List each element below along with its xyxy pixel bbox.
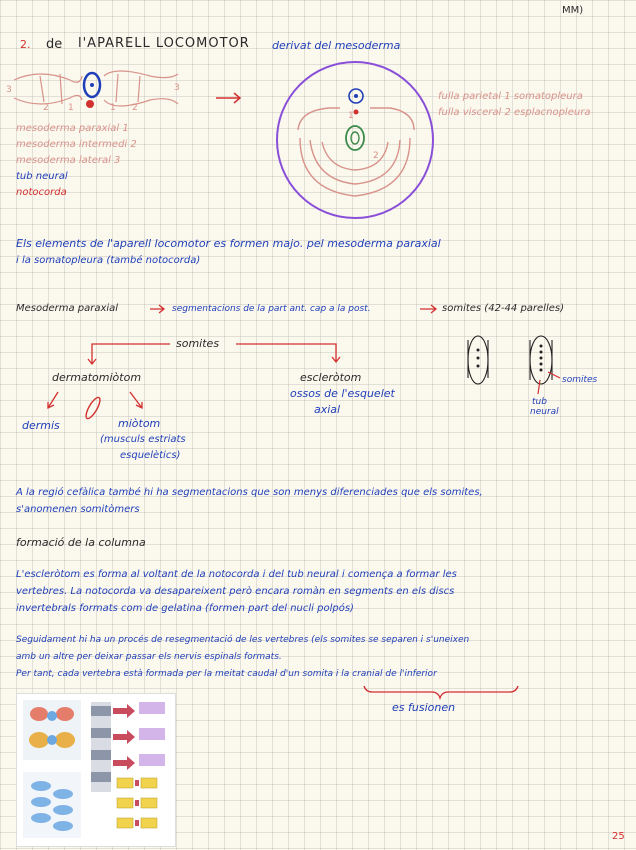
page-number: 25: [612, 831, 625, 842]
flow-miotom-note-1: (musculs estriats: [100, 434, 186, 445]
flow-esclerotom-note-2: axial: [314, 403, 341, 416]
paragraph2-line-3: invertebrals formats com de gelatina (formen part del nucli polpós): [16, 603, 354, 614]
d2-num-1: 1: [348, 111, 354, 121]
arrow-right-icon: [216, 93, 240, 103]
vertebra-formation-figure: [17, 694, 175, 846]
gut-tube: [346, 126, 364, 150]
somite-sketches: [468, 336, 552, 384]
textbook-figure: [16, 693, 176, 847]
d1-num-3a: 3: [6, 85, 12, 95]
paragraph2-line-1: L'escleròtom es forma al voltant de la notocorda i del tub neural i comença a formar les: [16, 569, 457, 580]
d1-num-2a: 2: [43, 103, 49, 113]
intro-line-1: Els elements de l'aparell locomotor es formen majo. pel mesoderma paraxial: [16, 237, 441, 250]
flow-start: Mesoderma paraxial: [16, 303, 119, 314]
flow-dermis: dermis: [22, 419, 60, 432]
d1-num-1a: 1: [68, 103, 74, 113]
flow-esclerotom: escleròtom: [300, 371, 362, 384]
flow-middle: segmentacions de la part ant. cap a la post.: [172, 304, 371, 314]
paragraph3-line-2: amb un altre per deixar passar els nervis espinals formats.: [16, 652, 282, 662]
d2-num-2: 2: [373, 151, 379, 161]
legend-notocorda: notocorda: [16, 187, 67, 198]
paragraph2-line-2: vertebres. La notocorda va desapareixent però encara romàn en segments en els discs: [16, 586, 455, 597]
notochord-dot: [86, 100, 94, 108]
d2-label-parietal: fulla parietal 1 somatopleura: [438, 91, 583, 102]
heading-title: l'APARELL LOCOMOTOR: [78, 36, 250, 51]
d1-num-1b: 1: [110, 103, 116, 113]
d2-label-visceral: fulla visceral 2 esplacnopleura: [438, 107, 591, 118]
heading-number: 2.: [20, 38, 31, 51]
flow-dermatomiotom: dermatomiòtom: [52, 371, 142, 384]
flow-miotom-note-2: esquelètics): [120, 450, 181, 461]
flow-somites: somites: [176, 337, 220, 350]
flow-end: somites (42-44 parelles): [442, 303, 565, 314]
paragraph1-line-1: A la regió cefàlica també hi ha segmentacions que son menys diferenciades que els somites,: [16, 487, 483, 498]
paragraph3-line-4: es fusionen: [392, 701, 456, 714]
body-folds: [298, 108, 414, 196]
flow-esclerotom-note-1: ossos de l'esquelet: [290, 387, 395, 400]
heading-subtitle: derivat del mesoderma: [272, 39, 401, 52]
side-label-tub: tub: [532, 397, 547, 407]
legend-tub-neural: tub neural: [16, 171, 68, 182]
side-label-somites: somites: [562, 375, 598, 385]
section2-title: formació de la columna: [16, 536, 146, 549]
underline-brace: [364, 686, 518, 698]
legend-lateral: mesoderma lateral 3: [16, 155, 121, 166]
paragraph3-line-1: Seguidament hi ha un procés de resegmentació de les vertebres (els somites se separen i s'uneixen: [16, 635, 470, 645]
corner-label: MM): [562, 5, 584, 16]
heading-prefix: de: [46, 37, 63, 52]
d1-num-3b: 3: [174, 83, 180, 93]
paragraph3-line-3: Per tant, cada vertebra està formada per la meitat caudal d'un somita i la cranial de l'inferior: [16, 669, 437, 679]
paragraph1-line-2: s'anomenen somitòmers: [16, 504, 140, 515]
flow-miotom: miòtom: [118, 417, 161, 430]
intro-line-2: i la somatopleura (també notocorda): [16, 255, 201, 266]
legend-intermedi: mesoderma intermedi 2: [16, 139, 137, 150]
legend-paraxial: mesoderma paraxial 1: [16, 123, 129, 134]
d1-num-2b: 2: [132, 103, 138, 113]
side-label-neural: neural: [530, 407, 559, 417]
